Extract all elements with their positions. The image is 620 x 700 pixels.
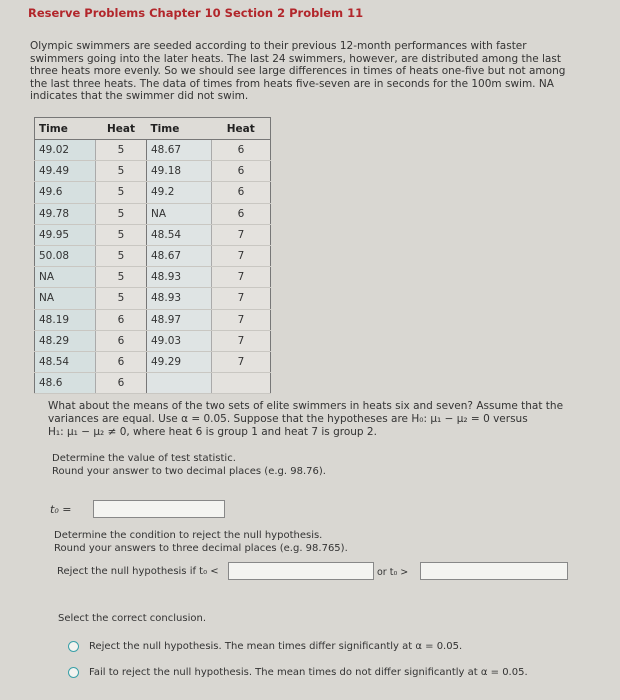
cell-time-heat-b: NA [147,203,212,224]
cell-time-heat-a: 49.95 [35,224,96,245]
option-label: Fail to reject the null hypothesis. The mean times do not differ significantly at α = 0.05. [89,667,528,678]
cell-time-heat-a: 49.49 [35,161,96,182]
table-row [35,373,271,394]
part2-round: Round your answers to three decimal places (e.g. 98.765). [54,542,348,554]
cell-heat-a: 5 [96,288,147,309]
cell-time-heat-b: 48.93 [147,288,212,309]
table-header-row [35,118,271,140]
cell-heat-a: 6 [96,351,147,372]
cell-time-heat-b: 48.67 [147,140,212,161]
cell-heat-a: 6 [96,330,147,351]
cell-heat-b: 6 [212,140,271,161]
table-row [35,224,271,245]
part1-round: Round your answer to two decimal places (e.g. 98.76). [52,465,326,477]
reject-upper-input[interactable] [420,562,568,580]
cell-heat-a: 5 [96,161,147,182]
cell-heat-b: 7 [212,351,271,372]
cell-time-heat-b: 49.29 [147,351,212,372]
cell-heat-a: 5 [96,245,147,266]
table-row [35,330,271,351]
cell-heat-a: 5 [96,140,147,161]
part1-instructions [52,453,326,478]
cell-time-heat-b: 48.93 [147,267,212,288]
option-label: Reject the null hypothesis. The mean times differ significantly at α = 0.05. [89,641,463,652]
cell-heat-b: 6 [212,203,271,224]
table-row [35,309,271,330]
header-time-1: Time [35,118,96,140]
table-row [35,288,271,309]
cell-heat-b: 7 [212,330,271,351]
cell-heat-b: 7 [212,245,271,266]
problem-intro: Olympic swimmers are seeded according to their previous 12-month performances with faster swimmers going into the later heats. The last 24 swimmers, however, are distributed among the last three heats more evenly. So we should see large differences in times of heats one-five but not among the last three heats. The data of times from heats five-seven are in seconds for the 100m swim. NA indicates that the swimmer did not swim. [30,40,566,102]
cell-heat-a: 5 [96,203,147,224]
table-row [35,351,271,372]
cell-time-heat-a: 50.08 [35,245,96,266]
question-line-1: What about the means of the two sets of elite swimmers in heats six and seven? Assume that the [48,400,564,412]
cell-time-heat-b: 49.2 [147,182,212,203]
swim-times-table [34,117,271,394]
cell-heat-b: 6 [212,161,271,182]
header-time-2: Time [147,118,212,140]
t0-label: t₀ = [50,503,72,516]
cell-time-heat-b: 48.67 [147,245,212,266]
cell-heat-a: 5 [96,267,147,288]
cell-time-heat-a: 48.19 [35,309,96,330]
cell-heat-a: 5 [96,182,147,203]
cell-time-heat-b: 49.03 [147,330,212,351]
cell-heat-b: 6 [212,182,271,203]
part2-heading: Determine the condition to reject the null hypothesis. [54,530,323,541]
cell-time-heat-b [147,373,212,394]
question-line-3: H₁: μ₁ − μ₂ ≠ 0, where heat 6 is group 1 and heat 7 is group 2. [48,426,377,438]
cell-time-heat-a: 48.6 [35,373,96,394]
part3-heading: Select the correct conclusion. [58,613,207,624]
table-row [35,140,271,161]
cell-heat-b: 7 [212,267,271,288]
table-row [35,245,271,266]
t0-input[interactable] [93,500,225,518]
cell-time-heat-a: NA [35,288,96,309]
radio-icon[interactable] [68,667,79,678]
cell-heat-a: 6 [96,309,147,330]
cell-time-heat-b: 48.97 [147,309,212,330]
table-row [35,267,271,288]
cell-time-heat-a: 49.6 [35,182,96,203]
table-row [35,161,271,182]
part1-heading: Determine the value of test statistic. [52,453,236,464]
cell-time-heat-a: 48.29 [35,330,96,351]
cell-time-heat-a: NA [35,267,96,288]
cell-heat-b: 7 [212,224,271,245]
conclusion-option-fail-to-reject[interactable] [68,667,528,678]
or-label: or t₀ > [377,567,409,578]
table-row [35,203,271,224]
table-row [35,182,271,203]
header-heat-2: Heat [212,118,271,140]
cell-time-heat-a: 49.78 [35,203,96,224]
reject-lower-input[interactable] [228,562,374,580]
cell-time-heat-b: 48.54 [147,224,212,245]
table-body [35,140,271,394]
problem-title: Reserve Problems Chapter 10 Section 2 Problem 11 [28,6,364,20]
cell-heat-b [212,373,271,394]
cell-time-heat-a: 48.54 [35,351,96,372]
radio-icon[interactable] [68,641,79,652]
cell-heat-b: 7 [212,309,271,330]
part2-instructions [54,530,348,555]
cell-heat-a: 6 [96,373,147,394]
header-heat-1: Heat [96,118,147,140]
cell-time-heat-a: 49.02 [35,140,96,161]
question-line-2: variances are equal. Use α = 0.05. Suppose that the hypotheses are H₀: μ₁ − μ₂ = 0 versus [48,413,528,425]
conclusion-option-reject[interactable] [68,641,462,652]
cell-time-heat-b: 49.18 [147,161,212,182]
question-text [48,400,578,439]
reject-condition-label: Reject the null hypothesis if t₀ < [57,566,219,577]
cell-heat-a: 5 [96,224,147,245]
cell-heat-b: 7 [212,288,271,309]
